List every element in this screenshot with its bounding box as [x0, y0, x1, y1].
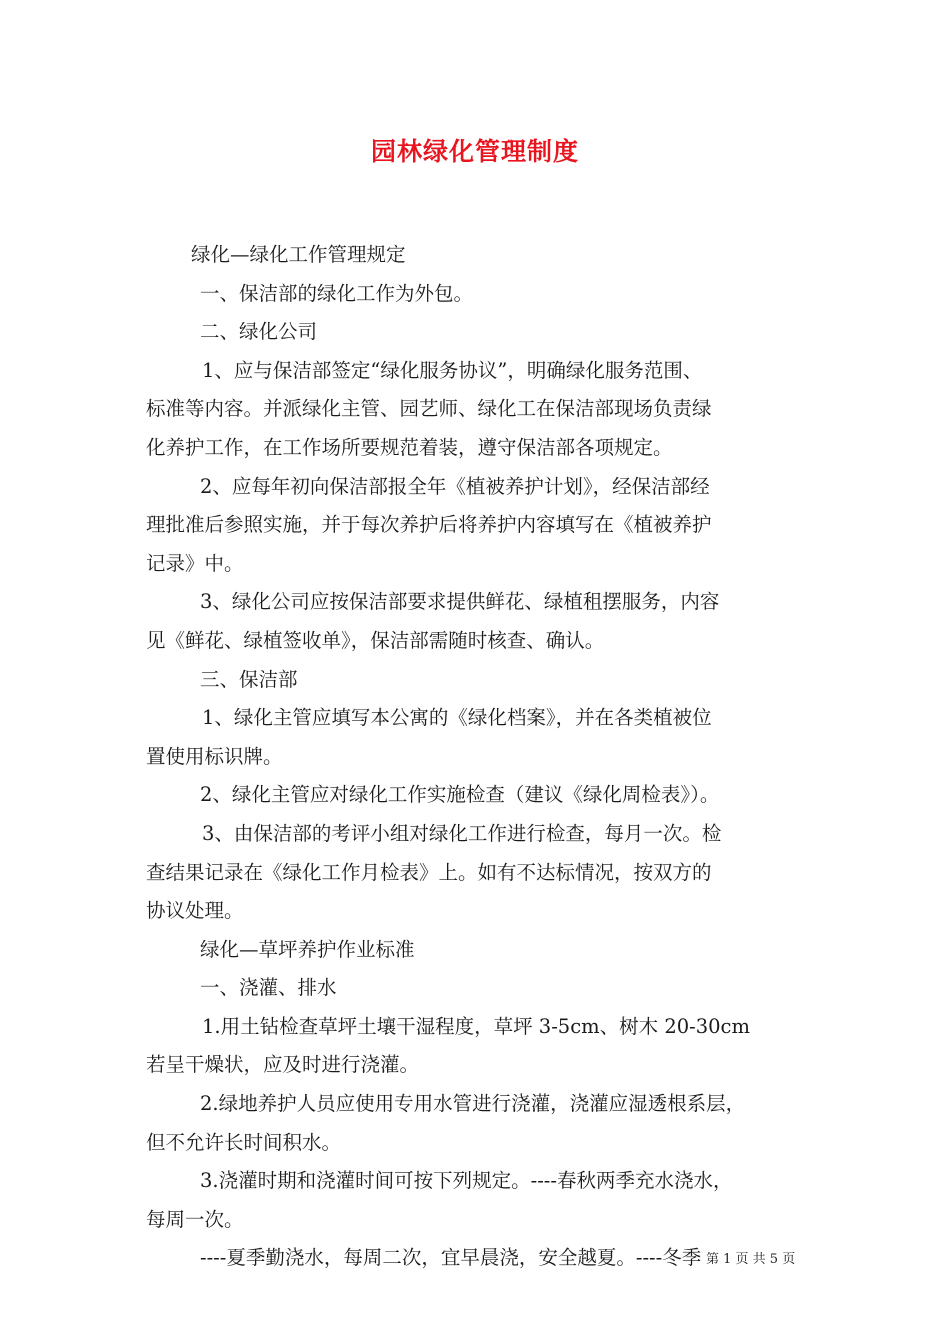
paragraph-line: 3、绿化公司应按保洁部要求提供鲜花、绿植租摆服务，内容 [200, 590, 720, 614]
paragraph-line: 1、应与保洁部签定“绿化服务协议”，明确绿化服务范围、 [202, 358, 703, 382]
paragraph-line: 查结果记录在《绿化工作月检表》上。如有不达标情况，按双方的 [146, 860, 712, 884]
paragraph-line: 化养护工作，在工作场所要规范着装，遵守保洁部各项规定。 [146, 435, 673, 459]
paragraph-line: 记录》中。 [146, 551, 244, 575]
page-number: 第 1 页 共 5 页 [706, 1252, 796, 1267]
document-title: 园林绿化管理制度 [370, 137, 579, 166]
paragraph-line: 若呈干燥状，应及时进行浇灌。 [146, 1053, 420, 1077]
paragraph-line: 标准等内容。并派绿化主管、园艺师、绿化工在保洁部现场负责绿 [146, 397, 712, 421]
document-body [146, 236, 811, 1278]
paragraph-line: 2.绿地养护人员应使用专用水管进行浇灌，浇灌应湿透根系层， [200, 1092, 746, 1116]
paragraph-line: 绿化—草坪养护作业标准 [200, 937, 415, 961]
paragraph-line: 一、浇灌、排水 [200, 976, 337, 1000]
paragraph-line: 理批准后参照实施，并于每次养护后将养护内容填写在《植被养护 [146, 513, 712, 537]
paragraph-line: 置使用标识牌。 [146, 744, 283, 768]
paragraph-line: 3、由保洁部的考评小组对绿化工作进行检查，每月一次。检 [202, 821, 722, 845]
paragraph-line: 三、保洁部 [200, 667, 298, 691]
paragraph-line: 但不允许长时间积水。 [146, 1130, 342, 1154]
paragraph-line: 绿化—绿化工作管理规定 [191, 243, 406, 266]
paragraph-line: 见《鲜花、绿植签收单》，保洁部需随时核查、确认。 [146, 628, 605, 652]
paragraph-line: 2、绿化主管应对绿化工作实施检查（建议《绿化周检表》）。 [200, 783, 720, 807]
paragraph-line: 每周一次。 [146, 1207, 244, 1231]
paragraph-line: 一、保洁部的绿化工作为外包。 [200, 281, 474, 305]
paragraph-line: 二、绿化公司 [200, 320, 318, 344]
paragraph-line: 1.用土钻检查草坪土壤干湿程度，草坪 3-5cm、树木 20-30cm [202, 1014, 750, 1038]
paragraph-line: 协议处理。 [146, 899, 244, 923]
paragraph-line: 2、应每年初向保洁部报全年《植被养护计划》，经保洁部经 [200, 474, 710, 498]
paragraph-line: ----夏季勤浇水，每周二次，宜早晨浇，安全越夏。----冬季 [200, 1246, 702, 1270]
paragraph-line: 3.浇灌时期和浇灌时间可按下列规定。----春秋两季充水浇水， [200, 1169, 733, 1193]
paragraph-line: 1、绿化主管应填写本公寓的《绿化档案》，并在各类植被位 [202, 706, 712, 730]
